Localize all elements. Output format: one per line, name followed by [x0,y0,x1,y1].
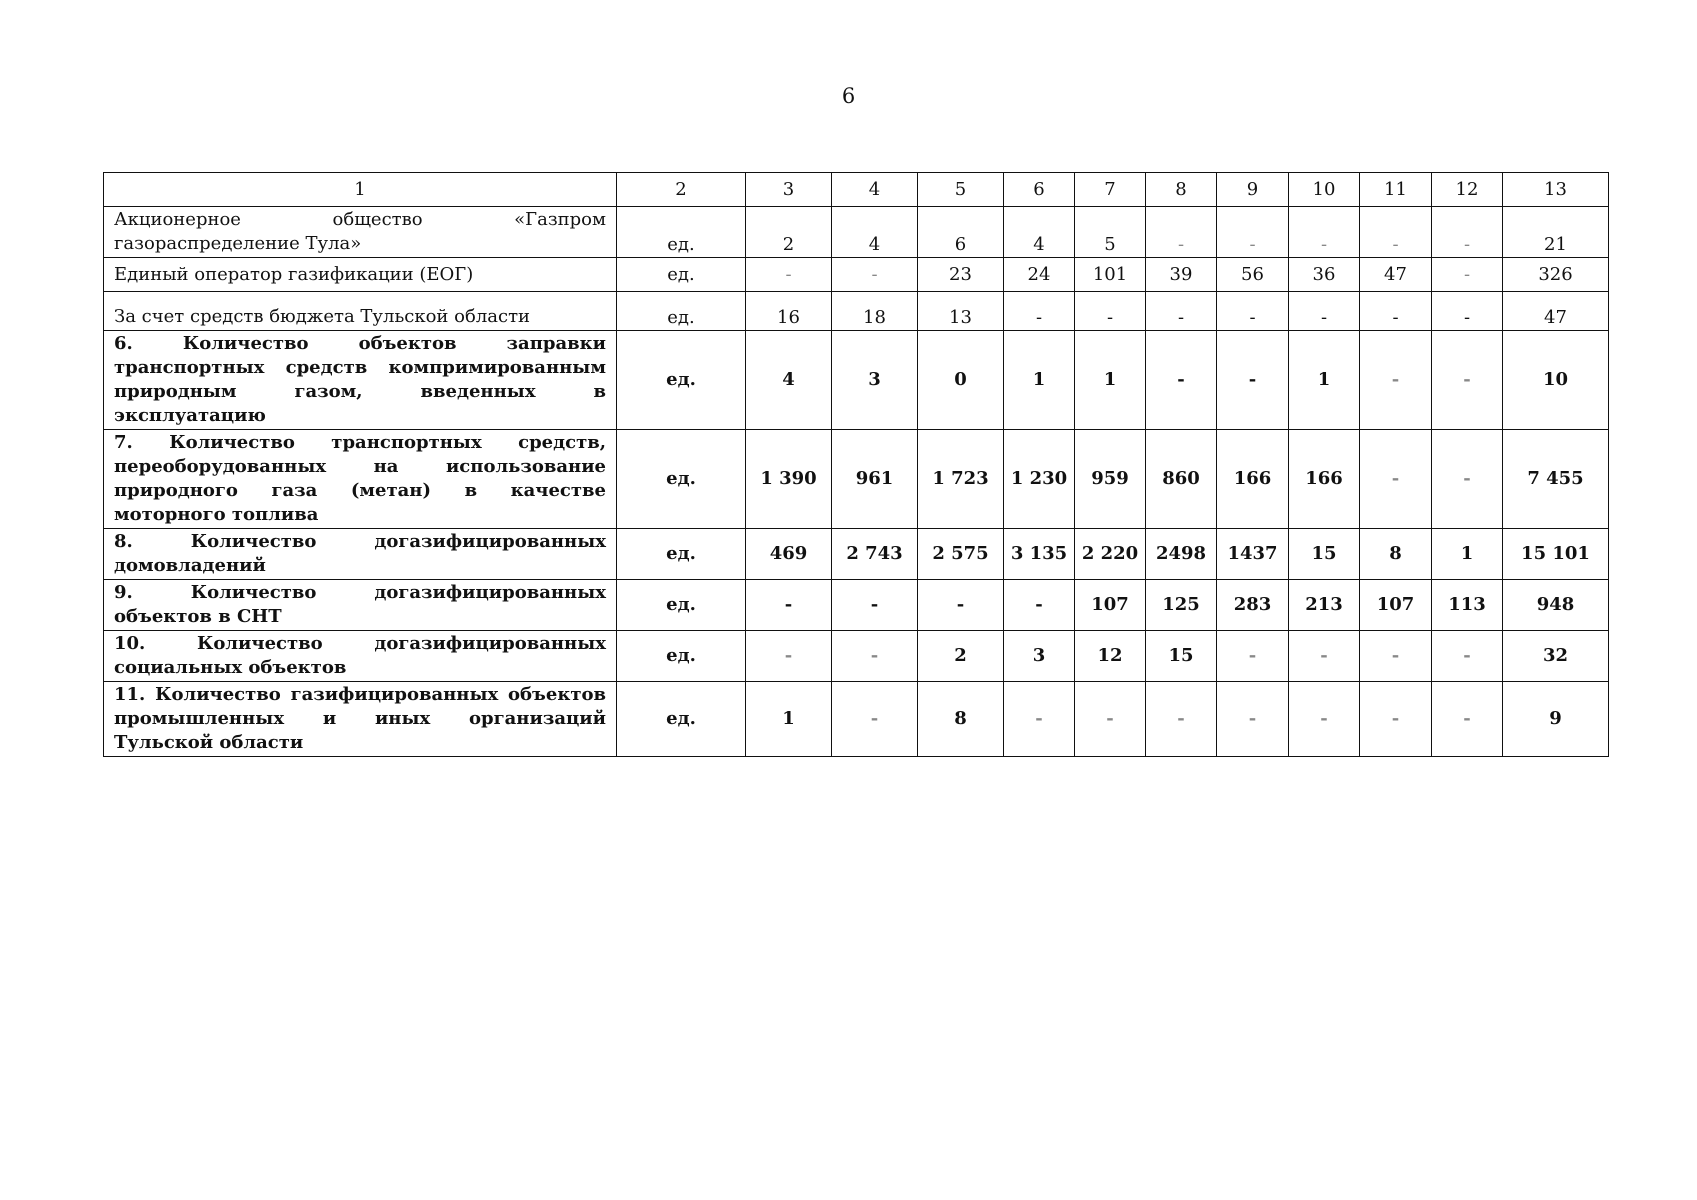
value-cell: - [1075,682,1146,757]
value-cell: 1 [1289,331,1360,430]
value-cell: - [1289,682,1360,757]
value-cell: 8 [918,682,1004,757]
value-cell: 0 [918,331,1004,430]
value-cell: 3 [1004,631,1075,682]
value-cell: 4 [832,207,918,258]
value-cell: 948 [1503,580,1609,631]
unit-cell: ед. [617,631,746,682]
value-cell: 13 [918,292,1004,331]
value-cell: 6 [918,207,1004,258]
indicator-name: 6. Количество объектов заправки транспортных средств компримированным природным газом, введенных в эксплуатацию [104,331,617,430]
value-cell: 166 [1217,430,1289,529]
indicator-name: 11. Количество газифицированных объектов промышленных и иных организаций Тульской области [104,682,617,757]
indicator-name: Единый оператор газификации (ЕОГ) [104,258,617,292]
value-cell: 7 455 [1503,430,1609,529]
value-cell: 2 [746,207,832,258]
value-cell: 21 [1503,207,1609,258]
value-cell: - [1360,331,1432,430]
value-cell: - [1289,631,1360,682]
indicator-name: За счет средств бюджета Тульской области [104,292,617,331]
column-number: 4 [832,173,918,207]
unit-cell: ед. [617,258,746,292]
value-cell: 18 [832,292,918,331]
unit-cell: ед. [617,331,746,430]
value-cell: - [1432,258,1503,292]
value-cell: 1 [1004,331,1075,430]
indicators-table [103,172,1609,757]
value-cell: - [1004,682,1075,757]
page-number: 6 [841,84,856,108]
value-cell: 39 [1146,258,1217,292]
column-number: 7 [1075,173,1146,207]
value-cell: 469 [746,529,832,580]
value-cell: 4 [1004,207,1075,258]
value-cell: - [1360,292,1432,331]
table-row [104,207,1609,258]
table-row [104,258,1609,292]
value-cell: 23 [918,258,1004,292]
value-cell: - [1432,331,1503,430]
value-cell: 3 [832,331,918,430]
value-cell: - [1432,430,1503,529]
value-cell: 10 [1503,331,1609,430]
value-cell: 125 [1146,580,1217,631]
indicator-name: 7. Количество транспортных средств, переоборудованных на использование природного газа (метан) в качестве моторного топлива [104,430,617,529]
table-row [104,430,1609,529]
indicator-name: 9. Количество догазифицированных объектов в СНТ [104,580,617,631]
unit-cell: ед. [617,207,746,258]
value-cell: - [746,580,832,631]
value-cell: - [832,682,918,757]
value-cell: - [1360,207,1432,258]
value-cell: 32 [1503,631,1609,682]
value-cell: 2 743 [832,529,918,580]
column-number: 9 [1217,173,1289,207]
value-cell: 15 [1289,529,1360,580]
value-cell: - [832,631,918,682]
value-cell: 283 [1217,580,1289,631]
value-cell: - [1075,292,1146,331]
table-row [104,580,1609,631]
value-cell: - [1289,292,1360,331]
value-cell: 15 [1146,631,1217,682]
unit-cell: ед. [617,529,746,580]
value-cell: - [746,631,832,682]
value-cell: - [1360,430,1432,529]
column-number: 2 [617,173,746,207]
value-cell: - [1360,631,1432,682]
value-cell: - [1217,292,1289,331]
value-cell: 24 [1004,258,1075,292]
table-row [104,682,1609,757]
value-cell: 961 [832,430,918,529]
unit-cell: ед. [617,682,746,757]
value-cell: 326 [1503,258,1609,292]
value-cell: - [1146,331,1217,430]
value-cell: 47 [1360,258,1432,292]
value-cell: - [1360,682,1432,757]
value-cell: - [1217,682,1289,757]
value-cell: 8 [1360,529,1432,580]
value-cell: - [832,580,918,631]
value-cell: - [1146,292,1217,331]
table-row [104,529,1609,580]
value-cell: 36 [1289,258,1360,292]
value-cell: - [1146,682,1217,757]
table-row [104,292,1609,331]
value-cell: 16 [746,292,832,331]
value-cell: - [1289,207,1360,258]
value-cell: - [1432,682,1503,757]
value-cell: - [1432,292,1503,331]
value-cell: 166 [1289,430,1360,529]
table-row [104,331,1609,430]
value-cell: - [1217,207,1289,258]
value-cell: 12 [1075,631,1146,682]
value-cell: 959 [1075,430,1146,529]
value-cell: 9 [1503,682,1609,757]
column-number: 3 [746,173,832,207]
value-cell: 1437 [1217,529,1289,580]
indicator-name: Акционерное общество «Газпром газораспределение Тула» [104,207,617,258]
indicator-name: 10. Количество догазифицированных социальных объектов [104,631,617,682]
value-cell: 5 [1075,207,1146,258]
column-number-row [104,173,1609,207]
value-cell: 3 135 [1004,529,1075,580]
value-cell: 2 220 [1075,529,1146,580]
value-cell: 4 [746,331,832,430]
unit-cell: ед. [617,430,746,529]
value-cell: - [1432,631,1503,682]
table-row [104,631,1609,682]
value-cell: 47 [1503,292,1609,331]
column-number: 13 [1503,173,1609,207]
value-cell: 860 [1146,430,1217,529]
value-cell: 1 723 [918,430,1004,529]
value-cell: 213 [1289,580,1360,631]
value-cell: - [1146,207,1217,258]
value-cell: - [1217,331,1289,430]
value-cell: 1 [746,682,832,757]
column-number: 10 [1289,173,1360,207]
value-cell: 1 [1075,331,1146,430]
value-cell: 107 [1360,580,1432,631]
value-cell: - [1004,580,1075,631]
value-cell: 2498 [1146,529,1217,580]
indicator-name: 8. Количество догазифицированных домовладений [104,529,617,580]
value-cell: 1 230 [1004,430,1075,529]
value-cell: 113 [1432,580,1503,631]
value-cell: 107 [1075,580,1146,631]
column-number: 1 [104,173,617,207]
value-cell: 56 [1217,258,1289,292]
value-cell: - [918,580,1004,631]
value-cell: 2 [918,631,1004,682]
column-number: 11 [1360,173,1432,207]
value-cell: - [832,258,918,292]
unit-cell: ед. [617,580,746,631]
column-number: 12 [1432,173,1503,207]
value-cell: - [1004,292,1075,331]
value-cell: 2 575 [918,529,1004,580]
column-number: 6 [1004,173,1075,207]
column-number: 8 [1146,173,1217,207]
value-cell: 1 390 [746,430,832,529]
value-cell: 101 [1075,258,1146,292]
value-cell: 15 101 [1503,529,1609,580]
unit-cell: ед. [617,292,746,331]
value-cell: - [1217,631,1289,682]
column-number: 5 [918,173,1004,207]
value-cell: - [1432,207,1503,258]
value-cell: 1 [1432,529,1503,580]
value-cell: - [746,258,832,292]
